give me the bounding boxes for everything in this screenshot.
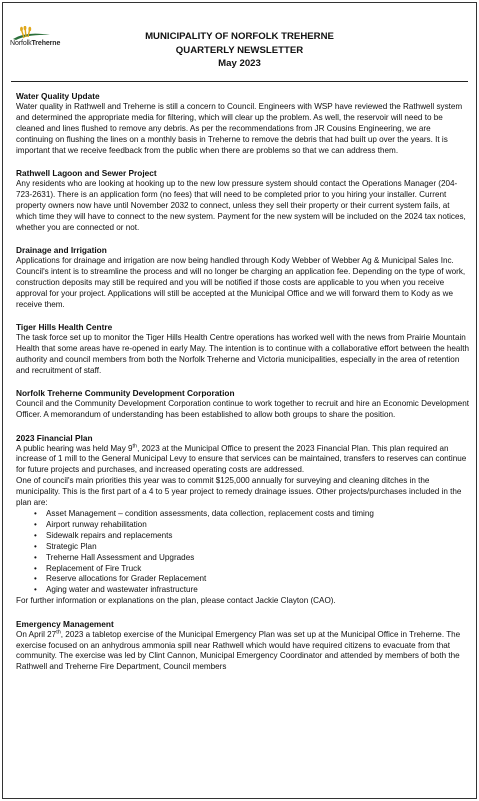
body-text: , 2023 a tabletop exercise of the Municipal Emergency Plan was set up at the Municipal Office in Treherne. The exercise focused on an anhydrous ammonia spill near Rathwell which would have required citizens to evacuate from that community. The exercise was led by Clint Cannon, Municipal Emergency Coordinator and attended by members of both the Rathwell and Treherne Fire Department, Council members xyxy=(16,629,461,672)
section-community-development xyxy=(16,388,469,421)
header-divider xyxy=(11,81,468,82)
section-body: One of council's main priorities this year was to commit $125,000 annually for surveying and cleaning ditches in the municipality. This is the first part of a 4 to 5 year project to remedy drainage issues. Other projects/purchases included in the plan are: xyxy=(16,476,462,508)
section-body: Council and the Community Development Corporation continue to work together to recruit and hire an Economic Development Officer. A memorandum of understanding has been established to allow both groups to share the position. xyxy=(16,399,469,420)
body-text: A public hearing was held May 9 xyxy=(16,443,133,453)
list-item: • Aging water and wastewater infrastructure xyxy=(36,585,469,596)
list-item: • Asset Management – condition assessments, data collection, replacement costs and timing xyxy=(36,509,469,520)
section-body: Applications for drainage and irrigation are now being handled through Kody Webber of Webber Ag & Municipal Sales Inc. Council's intent is to streamline the process and will no longer be charging an application fee. Depending on the type of work, construction deposits may still be required and you will be notified if those costs are applicable to you when you receive approval for your project. Applications will still be accepted at the Municipal Office and we will forward them to Kody as we receive them. xyxy=(16,256,466,309)
section-heading: Rathwell Lagoon and Sewer Project xyxy=(16,168,157,179)
section-heading: Emergency Management xyxy=(16,618,114,629)
plan-items-list xyxy=(36,509,469,596)
newsletter-title: QUARTERLY NEWSLETTER xyxy=(175,44,304,56)
newsletter-content xyxy=(16,91,469,685)
section-body xyxy=(16,630,469,674)
list-item: • Replacement of Fire Truck xyxy=(36,564,469,575)
section-heading: Water Quality Update xyxy=(16,91,100,101)
section-water-quality xyxy=(16,91,469,157)
body-text: , 2023 at the Municipal Office to present the 2023 Financial Plan. This plan required an increase of 1 mill to the General Municipal Levy to ensure that services can be maintained, transfers to reserves can continue for future projects and purchases, and increased operating costs are addressed. xyxy=(16,443,467,475)
section-heading: Drainage and Irrigation xyxy=(16,245,107,256)
list-item: • Strategic Plan xyxy=(36,542,469,553)
newsletter-title-block xyxy=(3,30,476,71)
section-body: For further information or explanations on the plan, please contact Jackie Clayton (CAO). xyxy=(16,596,336,606)
ordinal-suffix: th xyxy=(56,628,61,635)
section-emergency-management xyxy=(16,619,469,674)
section-drainage-irrigation xyxy=(16,245,469,311)
logo-text-treherne: Treherne xyxy=(31,40,61,47)
issue-date: May 2023 xyxy=(218,58,261,69)
municipality-title: MUNICIPALITY OF NORFOLK TREHERNE xyxy=(145,31,334,42)
newsletter-header xyxy=(3,3,476,79)
newsletter-page xyxy=(2,2,477,799)
section-tiger-hills xyxy=(16,322,469,377)
body-text: On April 27 xyxy=(16,629,57,639)
section-body: Any residents who are looking at hooking up to the new low pressure system should contact the Operations Manager (204-723-2631). There is an application form (no fees) that will need to be completed prior to you hiring your installer. Current property owners now have until November 2032 to connect, unless they sell their property or their current system fails, at which time they will have to connect to the new system. Payment for the new system will be included on the 2024 tax notices, whether you are connected or not. xyxy=(16,179,466,232)
section-heading: Norfolk Treherne Community Development Corporation xyxy=(16,388,235,399)
list-item: • Treherne Hall Assessment and Upgrades xyxy=(36,553,469,564)
section-body: The task force set up to monitor the Tiger Hills Health Centre operations has worked well with the news from Prairie Mountain Health that some areas have re-opened in early May. The intention is to continue with a collaborative effort between the health authority and council members from both the Norfolk Treherne and Victoria municipalities, especially in the area of retention and recruitment of staff. xyxy=(16,333,470,375)
list-item: • Sidewalk repairs and replacements xyxy=(36,531,469,542)
ordinal-suffix: th xyxy=(132,442,138,449)
list-item: • Airport runway rehabilitation xyxy=(36,520,469,531)
section-body: Water quality in Rathwell and Treherne is still a concern to Council. Engineers with WSP have reviewed the Rathwell system and determined the appropriate media for filtering, which will clear up the problem. As well, the reservoir will need to be cleaned and lines flushed to remove any debris. As per the recommendations from JR Cousins Engineering, we are continuing on flushing the lines on a monthly basis in Treherne to remove the debris that had built up over the years. It is important that we receive feedback from the public when there are problems so that we can address them. xyxy=(16,102,463,155)
section-rathwell-lagoon xyxy=(16,168,469,234)
section-financial-plan xyxy=(16,433,469,608)
list-item: • Reserve allocations for Grader Replacement xyxy=(36,574,469,585)
section-heading: 2023 Financial Plan xyxy=(16,432,93,443)
logo-text-norfolk: Norfolk xyxy=(10,40,32,47)
section-body xyxy=(16,444,469,477)
section-heading: Tiger Hills Health Centre xyxy=(16,322,113,333)
